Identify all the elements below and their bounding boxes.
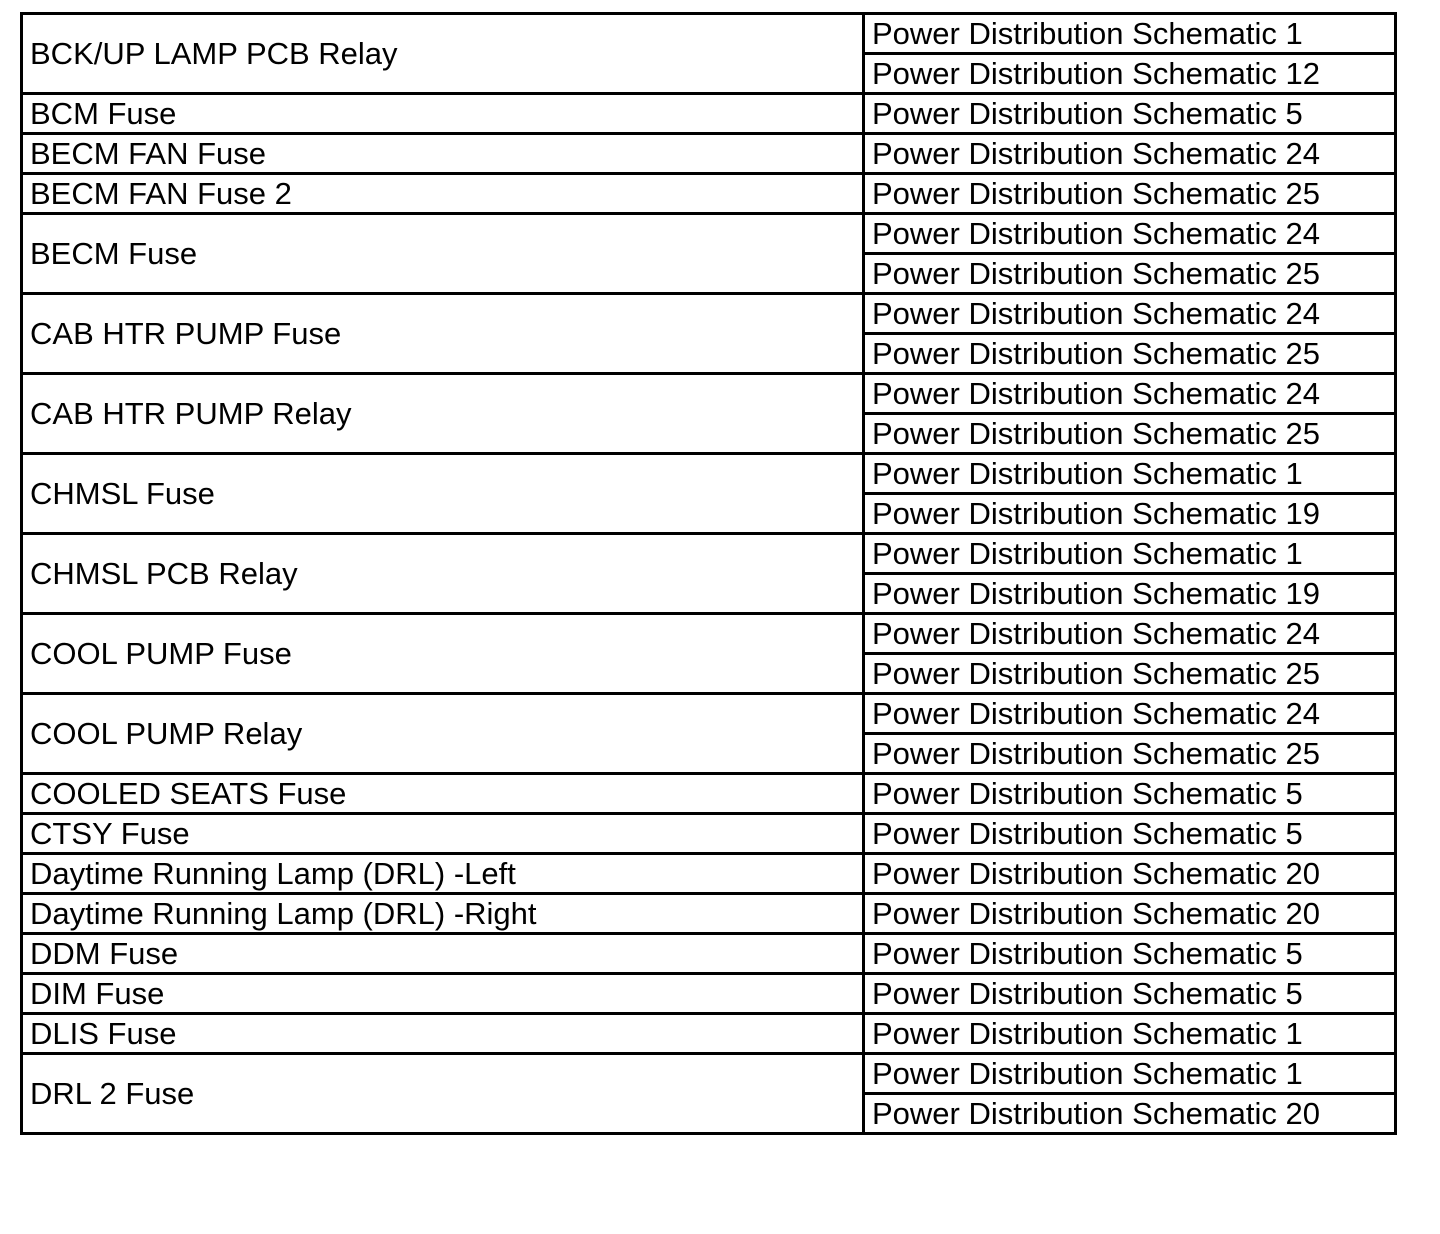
component-cell: CHMSL Fuse bbox=[22, 454, 864, 534]
schematic-reference-cell: Power Distribution Schematic 1 bbox=[864, 534, 1396, 574]
table-row bbox=[22, 454, 1396, 494]
table-row bbox=[22, 1014, 1396, 1054]
schematic-reference-cell: Power Distribution Schematic 25 bbox=[864, 334, 1396, 374]
schematic-reference-cell: Power Distribution Schematic 1 bbox=[864, 1054, 1396, 1094]
component-cell: CTSY Fuse bbox=[22, 814, 864, 854]
schematic-reference-cell: Power Distribution Schematic 24 bbox=[864, 374, 1396, 414]
table-row bbox=[22, 814, 1396, 854]
component-index-body bbox=[22, 14, 1396, 1134]
component-cell: BCK/UP LAMP PCB Relay bbox=[22, 14, 864, 94]
schematic-reference-cell: Power Distribution Schematic 24 bbox=[864, 694, 1396, 734]
table-row bbox=[22, 214, 1396, 254]
schematic-reference-cell: Power Distribution Schematic 24 bbox=[864, 134, 1396, 174]
schematic-reference-cell: Power Distribution Schematic 25 bbox=[864, 654, 1396, 694]
schematic-reference-cell: Power Distribution Schematic 24 bbox=[864, 614, 1396, 654]
table-row bbox=[22, 174, 1396, 214]
schematic-reference-cell: Power Distribution Schematic 25 bbox=[864, 254, 1396, 294]
table-row bbox=[22, 934, 1396, 974]
table-row bbox=[22, 774, 1396, 814]
schematic-reference-cell: Power Distribution Schematic 24 bbox=[864, 214, 1396, 254]
component-cell: DDM Fuse bbox=[22, 934, 864, 974]
component-index-table bbox=[20, 12, 1397, 1135]
schematic-reference-cell: Power Distribution Schematic 1 bbox=[864, 454, 1396, 494]
component-cell: DLIS Fuse bbox=[22, 1014, 864, 1054]
table-row bbox=[22, 534, 1396, 574]
component-cell: DIM Fuse bbox=[22, 974, 864, 1014]
schematic-reference-cell: Power Distribution Schematic 12 bbox=[864, 54, 1396, 94]
component-cell: COOL PUMP Fuse bbox=[22, 614, 864, 694]
schematic-reference-cell: Power Distribution Schematic 1 bbox=[864, 1014, 1396, 1054]
schematic-reference-cell: Power Distribution Schematic 5 bbox=[864, 974, 1396, 1014]
schematic-reference-cell: Power Distribution Schematic 19 bbox=[864, 494, 1396, 534]
schematic-reference-cell: Power Distribution Schematic 25 bbox=[864, 734, 1396, 774]
schematic-reference-cell: Power Distribution Schematic 20 bbox=[864, 854, 1396, 894]
component-cell: BCM Fuse bbox=[22, 94, 864, 134]
schematic-reference-cell: Power Distribution Schematic 20 bbox=[864, 1094, 1396, 1134]
table-row bbox=[22, 694, 1396, 734]
schematic-reference-cell: Power Distribution Schematic 5 bbox=[864, 94, 1396, 134]
schematic-reference-cell: Power Distribution Schematic 1 bbox=[864, 14, 1396, 54]
component-cell: BECM FAN Fuse bbox=[22, 134, 864, 174]
component-cell: BECM FAN Fuse 2 bbox=[22, 174, 864, 214]
schematic-reference-cell: Power Distribution Schematic 5 bbox=[864, 814, 1396, 854]
schematic-reference-cell: Power Distribution Schematic 5 bbox=[864, 934, 1396, 974]
schematic-reference-cell: Power Distribution Schematic 25 bbox=[864, 414, 1396, 454]
schematic-reference-cell: Power Distribution Schematic 24 bbox=[864, 294, 1396, 334]
component-cell: Daytime Running Lamp (DRL) -Right bbox=[22, 894, 864, 934]
schematic-reference-cell: Power Distribution Schematic 5 bbox=[864, 774, 1396, 814]
table-row bbox=[22, 614, 1396, 654]
table-row bbox=[22, 974, 1396, 1014]
component-cell: BECM Fuse bbox=[22, 214, 864, 294]
table-row bbox=[22, 134, 1396, 174]
component-cell: CHMSL PCB Relay bbox=[22, 534, 864, 614]
table-row bbox=[22, 14, 1396, 54]
schematic-reference-cell: Power Distribution Schematic 25 bbox=[864, 174, 1396, 214]
table-row bbox=[22, 374, 1396, 414]
component-cell: Daytime Running Lamp (DRL) -Left bbox=[22, 854, 864, 894]
schematic-reference-cell: Power Distribution Schematic 20 bbox=[864, 894, 1396, 934]
table-row bbox=[22, 854, 1396, 894]
table-row bbox=[22, 294, 1396, 334]
component-cell: COOLED SEATS Fuse bbox=[22, 774, 864, 814]
table-row bbox=[22, 894, 1396, 934]
schematic-reference-cell: Power Distribution Schematic 19 bbox=[864, 574, 1396, 614]
component-cell: CAB HTR PUMP Relay bbox=[22, 374, 864, 454]
component-cell: CAB HTR PUMP Fuse bbox=[22, 294, 864, 374]
component-cell: COOL PUMP Relay bbox=[22, 694, 864, 774]
component-cell: DRL 2 Fuse bbox=[22, 1054, 864, 1134]
table-row bbox=[22, 1054, 1396, 1094]
table-row bbox=[22, 94, 1396, 134]
